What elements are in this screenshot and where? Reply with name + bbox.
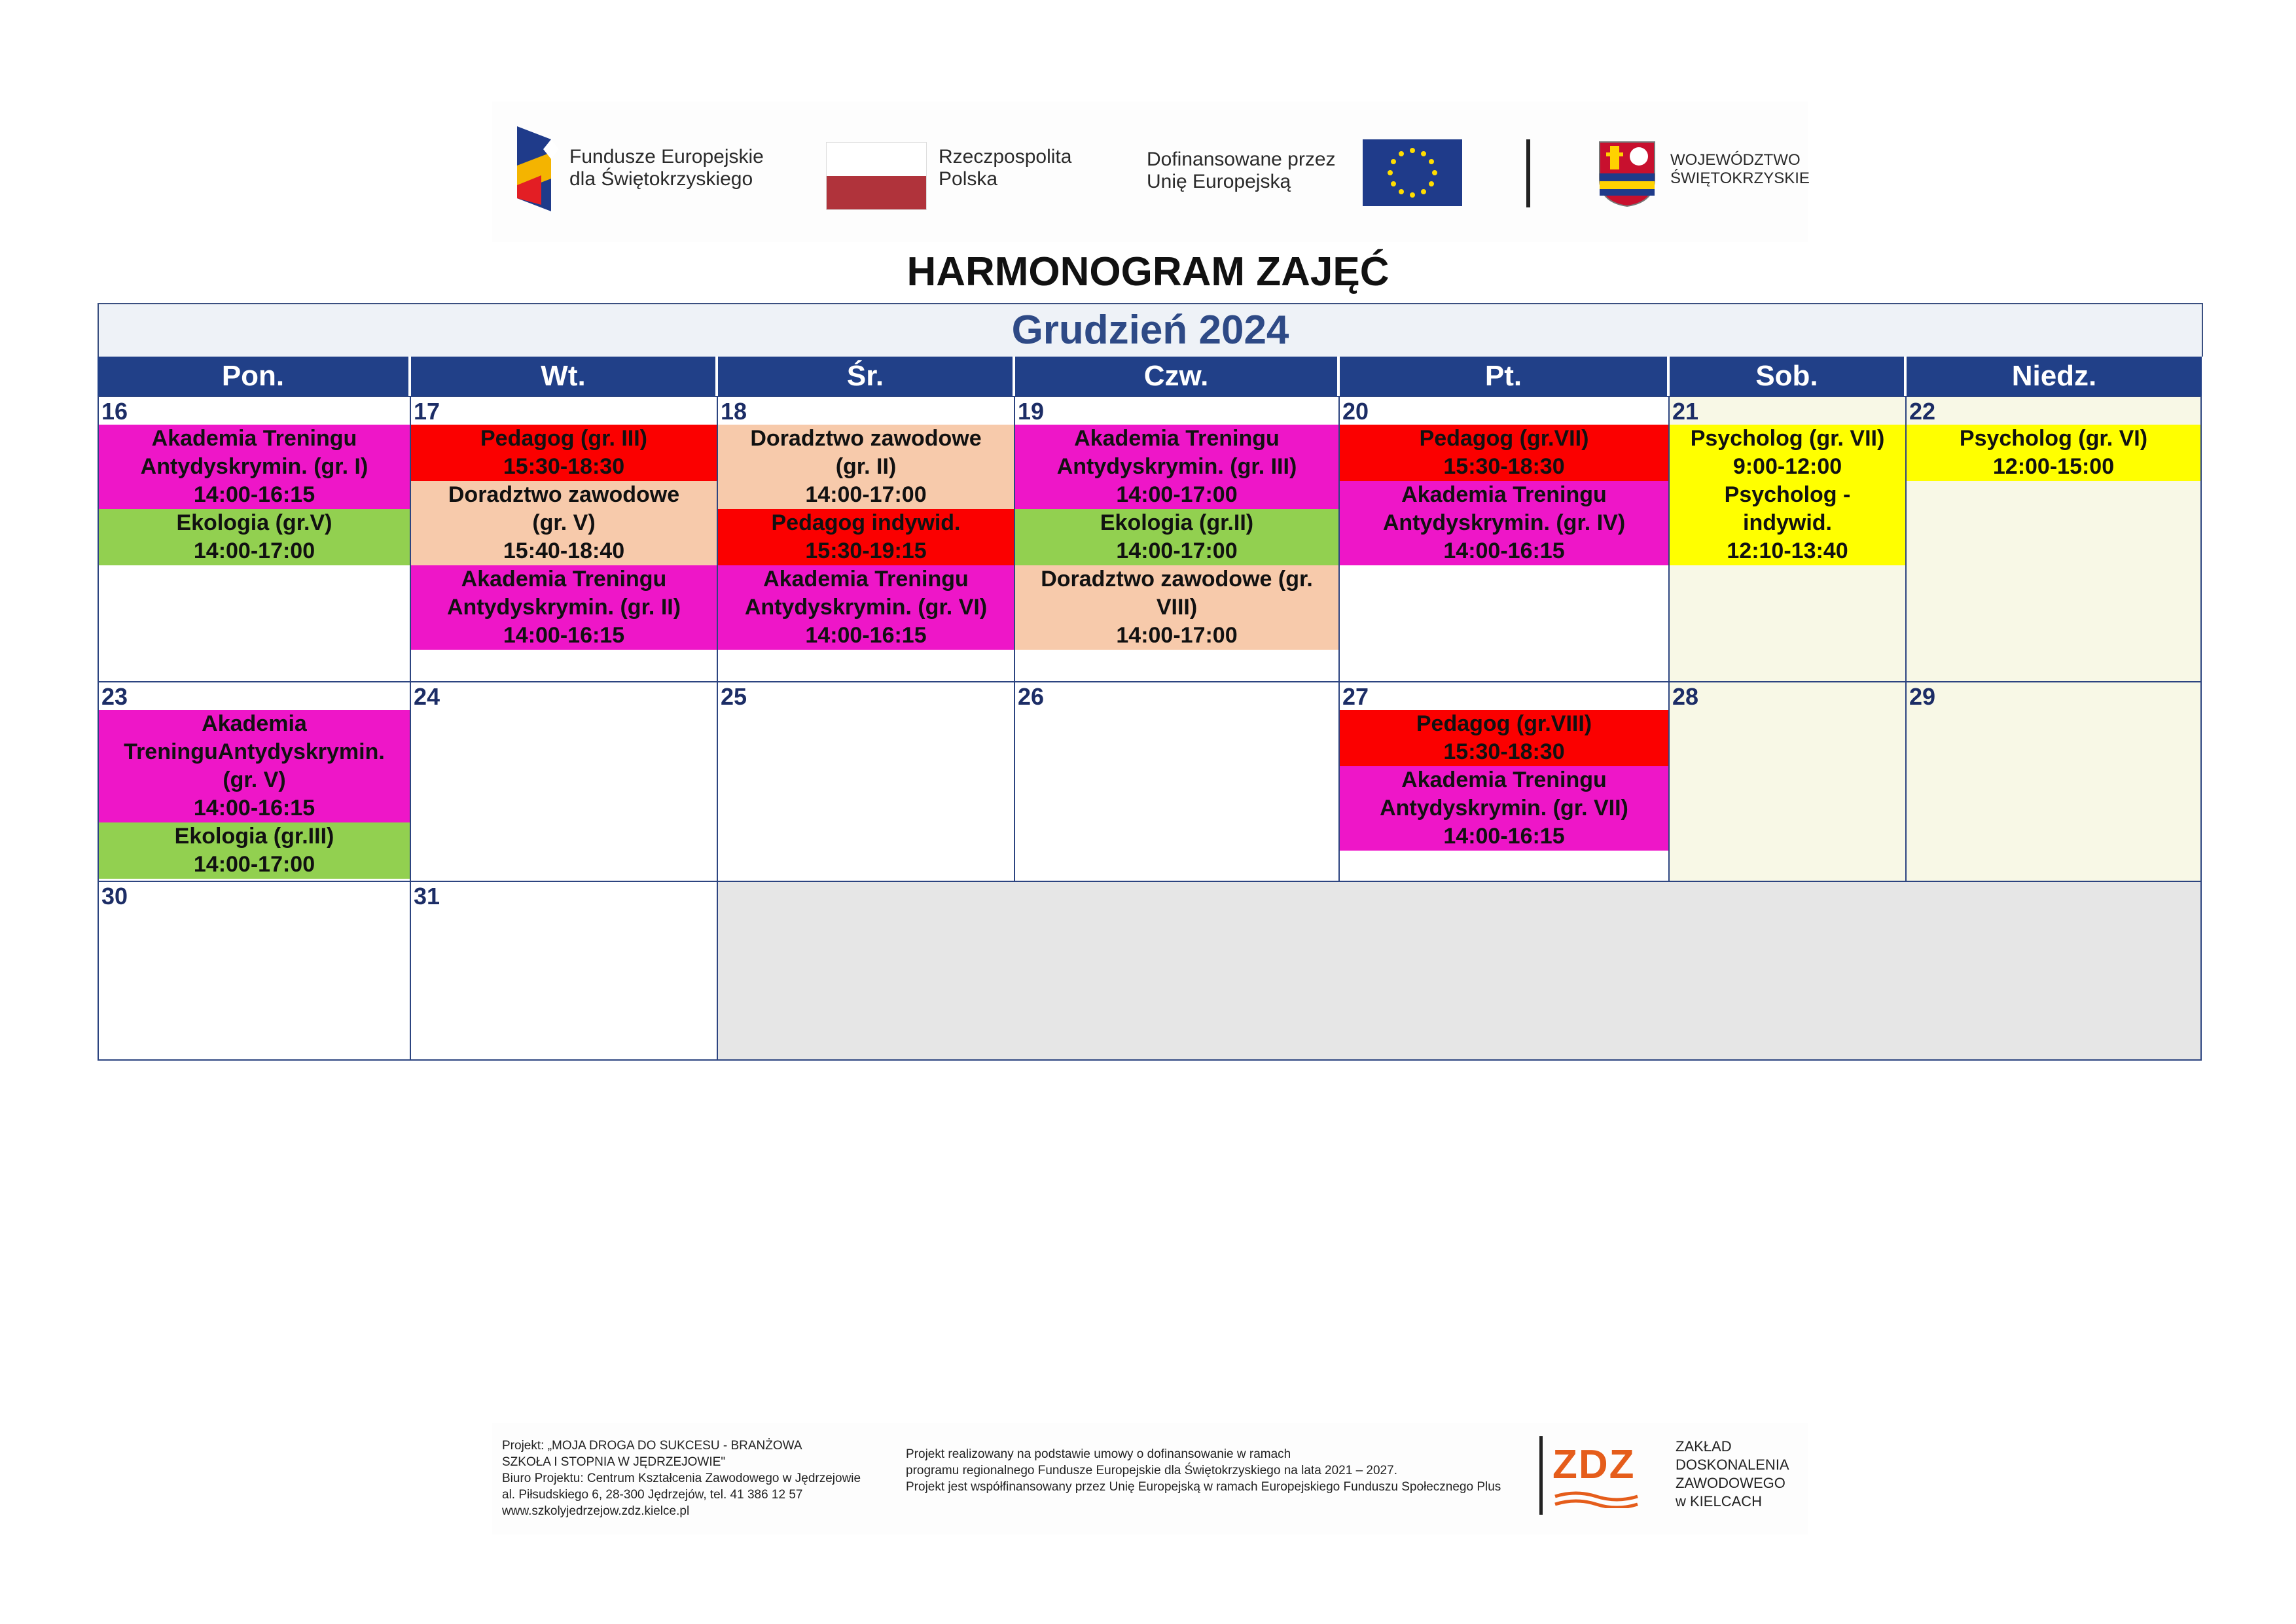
day-number: 28 bbox=[1672, 683, 1699, 710]
day-cell-28 bbox=[1668, 681, 1907, 882]
schedule-event: Ekologia (gr.III) 14:00-17:00 bbox=[99, 822, 410, 879]
day-number: 21 bbox=[1672, 398, 1699, 425]
day-number: 16 bbox=[101, 398, 128, 425]
day-number: 19 bbox=[1018, 398, 1045, 425]
day-cell-17 bbox=[410, 396, 718, 682]
day-number: 29 bbox=[1909, 683, 1936, 710]
day-cell-26 bbox=[1014, 681, 1340, 882]
day-number: 31 bbox=[414, 883, 440, 909]
day-cell-18 bbox=[717, 396, 1015, 682]
day-header-thu: Czw. bbox=[1015, 357, 1337, 396]
day-header-wed: Śr. bbox=[718, 357, 1013, 396]
schedule-event: Psycholog (gr. VII) 9:00-12:00 Psycholog - indywid. 12:10-13:40 bbox=[1670, 425, 1905, 565]
schedule-event: Akademia Treningu Antydyskrymin. (gr. VII) 14:00-16:15 bbox=[1340, 766, 1668, 851]
swietokrzyskie-crest-icon bbox=[1597, 139, 1657, 207]
day-number: 22 bbox=[1909, 398, 1936, 425]
schedule-event: Akademia Treningu Antydyskrymin. (gr. I) 14:00-16:15 bbox=[99, 425, 410, 509]
day-cell-21 bbox=[1668, 396, 1907, 682]
month-title: Grudzień 2024 bbox=[98, 303, 2203, 357]
footer-project-info: Projekt: „MOJA DROGA DO SUKCESU - BRANŻOWA SZKOŁA I STOPNIA W JĘDRZEJOWIE" Biuro Projektu: Centrum Kształcenia Zawodowego w Jędrzejowie al. Piłsudskiego 6, 28-300 Jędrzejów, tel. 41 386 12 57 www.szkolyjedrzejow.zdz.kielce.pl bbox=[502, 1439, 861, 1518]
day-number: 20 bbox=[1342, 398, 1369, 425]
schedule-event: Doradztwo zawodowe (gr. V) 15:40-18:40 bbox=[411, 481, 717, 565]
day-cell-23 bbox=[98, 681, 411, 882]
day-cell-20 bbox=[1338, 396, 1670, 682]
schedule-event: Pedagog (gr.VII) 15:30-18:30 bbox=[1340, 425, 1668, 481]
day-header-sat: Sob. bbox=[1670, 357, 1904, 396]
schedule-event: Ekologia (gr.V) 14:00-17:00 bbox=[99, 509, 410, 565]
day-number: 17 bbox=[414, 398, 440, 425]
schedule-event: Akademia TreninguAntydyskrymin. (gr. V) 14:00-16:15 bbox=[99, 710, 410, 822]
day-cell-24 bbox=[410, 681, 718, 882]
day-header-sun: Niedz. bbox=[1907, 357, 2202, 396]
day-cell-25 bbox=[717, 681, 1015, 882]
day-number: 27 bbox=[1342, 683, 1369, 710]
schedule-event: Doradztwo zawodowe (gr. II) 14:00-17:00 bbox=[718, 425, 1014, 509]
schedule-event: Akademia Treningu Antydyskrymin. (gr. III) 14:00-17:00 bbox=[1015, 425, 1338, 509]
schedule-event: Akademia Treningu Antydyskrymin. (gr. VI) 14:00-16:15 bbox=[718, 565, 1014, 650]
schedule-event: Pedagog (gr. III) 15:30-18:30 bbox=[411, 425, 717, 481]
eu-text: Dofinansowane przez Unię Europejską bbox=[1147, 149, 1336, 192]
fe-text: Fundusze Europejskie dla Świętokrzyskiego bbox=[569, 146, 764, 190]
empty-days-area bbox=[717, 881, 2202, 1061]
day-cell-16 bbox=[98, 396, 411, 682]
footer bbox=[492, 1423, 1808, 1534]
day-header-tue: Wt. bbox=[411, 357, 715, 396]
zdz-wave-icon bbox=[1554, 1489, 1639, 1508]
woj-text: WOJEWÓDZTWO ŚWIĘTOKRZYSKIE bbox=[1670, 151, 1810, 187]
day-number: 23 bbox=[101, 683, 128, 710]
day-header-mon: Pon. bbox=[98, 357, 408, 396]
poland-flag-icon bbox=[826, 142, 927, 210]
schedule-event: Pedagog (gr.VIII) 15:30-18:30 bbox=[1340, 710, 1668, 766]
schedule-event: Ekologia (gr.II) 14:00-17:00 bbox=[1015, 509, 1338, 565]
page-title: HARMONOGRAM ZAJĘĆ bbox=[906, 249, 1390, 294]
zdz-logo: ZDZ bbox=[1552, 1442, 1636, 1487]
pl-text: Rzeczpospolita Polska bbox=[939, 146, 1072, 190]
logo-strip bbox=[492, 101, 1808, 242]
schedule-event: Akademia Treningu Antydyskrymin. (gr. IV) 14:00-16:15 bbox=[1340, 481, 1668, 565]
zdz-name: ZAKŁAD DOSKONALENIA ZAWODOWEGO w KIELCACH bbox=[1676, 1438, 1789, 1509]
day-number: 24 bbox=[414, 683, 440, 710]
day-number: 18 bbox=[721, 398, 747, 425]
day-header-fri: Pt. bbox=[1340, 357, 1667, 396]
schedule-event: Doradztwo zawodowe (gr. VIII) 14:00-17:00 bbox=[1015, 565, 1338, 650]
schedule-event: Pedagog indywid. 15:30-19:15 bbox=[718, 509, 1014, 565]
day-number: 25 bbox=[721, 683, 747, 710]
day-cell-19 bbox=[1014, 396, 1340, 682]
day-cell-30 bbox=[98, 881, 411, 1061]
logo-separator bbox=[1526, 139, 1530, 207]
day-cell-22 bbox=[1905, 396, 2202, 682]
schedule-event: Akademia Treningu Antydyskrymin. (gr. II) 14:00-16:15 bbox=[411, 565, 717, 650]
schedule-event: Psycholog (gr. VI) 12:00-15:00 bbox=[1907, 425, 2200, 481]
day-cell-31 bbox=[410, 881, 718, 1061]
day-cell-27 bbox=[1338, 681, 1670, 882]
footer-funding-info: Projekt realizowany na podstawie umowy o dofinansowanie w ramach programu regionalnego Fundusze Europejskie dla Świętokrzyskiego na lata 2021 – 2027. Projekt jest współfinansowany przez Unię Europejską w ramach Europejskiego Funduszu Społecznego Plus bbox=[906, 1447, 1501, 1494]
footer-separator bbox=[1539, 1436, 1543, 1515]
day-number: 30 bbox=[101, 883, 128, 909]
fundusze-europejskie-logo-icon bbox=[512, 126, 564, 211]
eu-flag-icon bbox=[1363, 139, 1462, 206]
day-cell-29 bbox=[1905, 681, 2202, 882]
day-number: 26 bbox=[1018, 683, 1045, 710]
